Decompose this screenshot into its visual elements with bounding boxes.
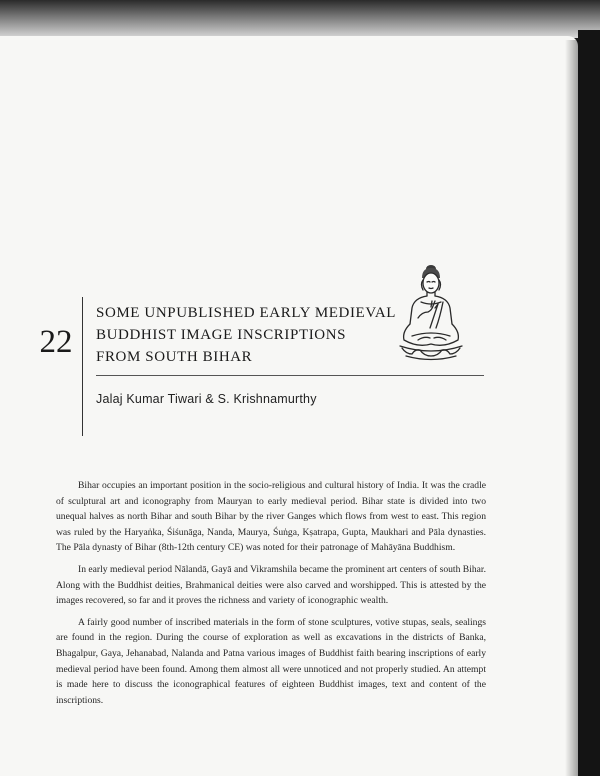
chapter-number: 22 (39, 324, 73, 360)
body-paragraph: Bihar occupies an important position in the socio-religious and cultural history of India. It was the cradle of sculptural art and iconography from Mauryan to early medieval period. Bihar state is divided into two unequal halves as north Bihar and south Bihar by the river Ganges which flows from west to east. This region was ruled by the Haryaṅka, Śiśunāga, Nanda, Maurya, Śuṅga, Kṣatrapa, Gupta, Maukhari and Pāla dynasties. The Pāla dynasty of Bihar (8th-12th century CE) was noted for their patronage of Mahāyāna Buddhism. (56, 480, 486, 554)
chapter-body (56, 478, 486, 714)
chapter-vertical-rule (82, 297, 83, 436)
chapter-title-line-3: FROM SOUTH BIHAR (96, 349, 253, 365)
page-edge-shadow (565, 40, 578, 776)
scan-background-top (0, 0, 600, 38)
chapter-title (96, 302, 396, 368)
buddha-illustration-icon (388, 262, 472, 366)
body-paragraph: A fairly good number of inscribed materials in the form of stone sculptures, votive stupas, seals, sealings are found in the region. During the course of exploration as well as excavations in the districts of Banka, Bhagalpur, Gaya, Jehanabad, Nalanda and Patna various images of Buddhist faith bearing inscriptions of early medieval period have been found. Among them almost all were unnoticed and not properly studied. An attempt is made here to discuss the iconographical features of eighteen Buddhist images, text and content of the inscriptions. (56, 616, 486, 706)
scan-background-right (578, 30, 600, 776)
chapter-authors: Jalaj Kumar Tiwari & S. Krishnamurthy (96, 392, 317, 406)
title-underline-rule (96, 375, 484, 376)
chapter-title-line-2: BUDDHIST IMAGE INSCRIPTIONS (96, 327, 347, 343)
body-paragraph: In early medieval period Nālandā, Gayā and Vikramshila became the prominent art centers of south Bihar. Along with the Buddhist deities, Brahmanical deities were also carved and worshipped. This is attested by the images recovered, so far and it proves the richness and variety of iconographic wealth. (56, 563, 486, 607)
chapter-title-line-1: SOME UNPUBLISHED EARLY MEDIEVAL (96, 305, 397, 321)
